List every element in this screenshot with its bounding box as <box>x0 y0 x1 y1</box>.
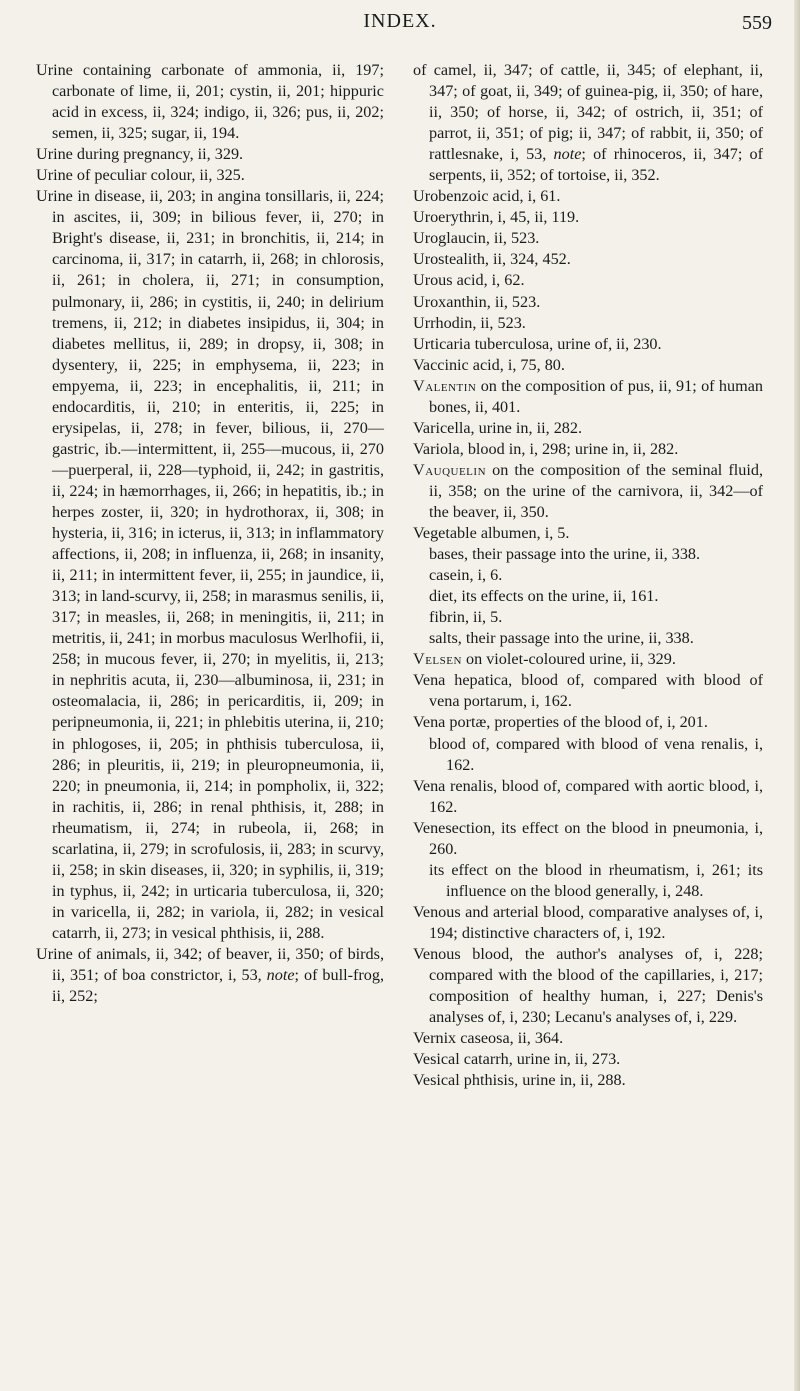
index-entry <box>413 292 763 313</box>
entry-text: Vesical phthisis, urine in, ii, 288. <box>413 1071 626 1090</box>
entry-text: Urine of animals, ii, 342; of beaver, ii, 350; of birds, ii, 351; of boa constrictor, i, 53, note; of bull-frog, ii, 252; <box>36 944 384 1006</box>
index-subentry <box>413 586 763 607</box>
index-entry <box>413 818 763 860</box>
entry-text: Uroerythrin, i, 45, ii, 119. <box>413 208 580 227</box>
index-subentry <box>413 565 763 586</box>
index-entry <box>413 1070 763 1091</box>
index-entry <box>413 1049 763 1070</box>
entry-text: bases, their passage into the urine, ii, 338. <box>429 545 701 564</box>
index-subentry <box>413 607 763 628</box>
entry-text: Urobenzoic acid, i, 61. <box>413 187 561 206</box>
index-entry <box>413 523 763 544</box>
entry-text: Variola, blood in, i, 298; urine in, ii, 282. <box>413 439 679 458</box>
index-entry <box>413 60 763 186</box>
index-entry <box>36 944 384 1007</box>
entry-text: of camel, ii, 347; of cattle, ii, 345; of elephant, ii, 347; of goat, ii, 349; of guinea-pig, ii, 350; of hare, ii, 350; of horse, ii, 342; of ostrich, ii, 351; of parrot, ii, 351; of pig; ii, 347; of rabbit, ii, 350; of rattlesnake, i, 53, note; of rhinoceros, ii, 347; of serpents, ii, 352; of tortoise, ii, 352. <box>413 61 764 185</box>
index-subentry <box>413 734 763 776</box>
author-name: Velsen <box>413 650 462 669</box>
entry-text: Urrhodin, ii, 523. <box>413 313 526 332</box>
index-entry <box>36 186 384 944</box>
entry-text: Vesical catarrh, urine in, ii, 273. <box>413 1050 621 1069</box>
entry-text: salts, their passage into the urine, ii, 338. <box>429 629 694 648</box>
entry-text: Uroglaucin, ii, 523. <box>413 229 540 248</box>
entry-text: Urine in disease, ii, 203; in angina tonsillaris, ii, 224; in ascites, ii, 309; in bilious fever, ii, 270; in Bright's disease, ii, 231; in bronchitis, ii, 214; in carcinoma, ii, 317; in catarrh, ii, 268; in chlorosis, ii, 261; in cholera, ii, 271; in consumption, pulmonary, ii, 286; in cystitis, ii, 240; in delirium tremens, ii, 212; in diabetes insipidus, ii, 304; in diabetes mellitus, ii, 289; in dropsy, ii, 308; in dysentery, ii, 225; in emphysema, ii, 223; in empyema, ii, 223; in encephalitis, ii, 211; in endocarditis, ii, 210; in enteritis, ii, 225; in erysipelas, ii, 278; in fever, bilious, ii, 270—gastric, ib.—intermittent, ii, 255—mucous, ii, 270—puerperal, ii, 228—typhoid, ii, 242; in gastritis, ii, 224; in hæmorrhages, ii, 266; in hepatitis, ib.; in herpes zoster, ii, 320; in hydrothorax, ii, 308; in hysteria, ii, 316; in icterus, ii, 313; in inflammatory affections, ii, 208; in influenza, ii, 268; in insanity, ii, 211; in intermittent fever, ii, 255; in jaundice, ii, 313; in land-scurvy, ii, 258; in marasmus senilis, ii, 317; in measles, ii, 268; in meningitis, ii, 211; in metritis, ii, 241; in morbus maculosus Werlhofii, ii, 258; in mucous fever, ii, 270; in myelitis, ii, 213; in nephritis acuta, ii, 230—albuminosa, ii, 231; in osteomalacia, ii, 286; in pericarditis, ii, 209; in peripneumonia, ii, 221; in phlebitis uterina, ii, 210; in phlogoses, ii, 205; in phthisis tuberculosa, ii, 286; in pleuritis, ii, 219; in pleuropneumonia, ii, 220; in pneumonia, ii, 214; in pompholix, ii, 322; in rachitis, ii, 286; in renal phthisis, it, 288; in rheumatism, ii, 274; in rubeola, ii, 268; in scarlatina, ii, 279; in scrofulosis, ii, 283; in scurvy, ii, 258; in skin diseases, ii, 320; in syphilis, ii, 319; in typhus, ii, 242; in urticaria tuberculosa, ii, 320; in varicella, ii, 282; in variola, ii, 282; in vesical catarrh, ii, 273; in vesical phthisis, ii, 288. <box>36 187 384 942</box>
entry-text: Urine during pregnancy, ii, 329. <box>36 145 244 164</box>
index-subentry <box>413 628 763 649</box>
index-entry <box>413 712 763 733</box>
entry-text: Vena renalis, blood of, compared with aortic blood, i, 162. <box>413 776 763 816</box>
right-column <box>413 60 763 1091</box>
entry-text: Venous blood, the author's analyses of, i, 228; compared with the blood of the capillaries, i, 217; composition of healthy human, i, 227; Denis's analyses of, i, 230; Lecanu's analyses of, i, 229. <box>413 944 763 1027</box>
left-column <box>36 60 384 1007</box>
index-entry <box>413 944 763 1028</box>
entry-text: diet, its effects on the urine, ii, 161. <box>429 587 659 606</box>
index-entry <box>413 776 763 818</box>
running-title: INDEX. <box>363 10 437 32</box>
index-entry <box>413 207 763 228</box>
index-entry <box>36 60 384 144</box>
index-entry <box>413 439 763 460</box>
index-subentry <box>413 860 763 902</box>
entry-text: on the composition of the seminal fluid, ii, 358; on the urine of the carnivora, ii, 342—of the beaver, ii, 350. <box>429 460 763 521</box>
index-entry <box>413 460 763 523</box>
entry-text: Venesection, its effect on the blood in pneumonia, i, 260. <box>413 818 763 858</box>
index-entry <box>413 670 763 712</box>
page-header <box>0 10 800 40</box>
index-entry <box>413 418 763 439</box>
page-edge <box>794 0 800 1391</box>
entry-text: Urine containing carbonate of ammonia, ii, 197; carbonate of lime, ii, 201; cystin, ii, 201; hippuric acid in excess, ii, 324; indigo, ii, 326; pus, ii, 202; semen, ii, 325; sugar, ii, 194. <box>36 61 384 143</box>
index-entry <box>413 649 763 670</box>
entry-text: fibrin, ii, 5. <box>429 608 503 627</box>
entry-text: Vena portæ, properties of the blood of, i, 201. <box>413 713 708 732</box>
index-entry <box>413 270 763 291</box>
index-entry <box>413 228 763 249</box>
author-name: Valentin <box>413 376 477 395</box>
index-entry <box>36 165 384 186</box>
entry-text: Uroxanthin, ii, 523. <box>413 292 541 311</box>
author-name: Vauquelin <box>413 460 487 479</box>
index-entry <box>413 186 763 207</box>
index-entry <box>36 144 384 165</box>
entry-text: its effect on the blood in rheumatism, i, 261; its influence on the blood generally, i, 248. <box>429 860 763 900</box>
entry-text: Urostealith, ii, 324, 452. <box>413 250 571 269</box>
index-entry <box>413 902 763 944</box>
entry-text: on violet-coloured urine, ii, 329. <box>461 650 676 669</box>
index-entry <box>413 334 763 355</box>
entry-text: Venous and arterial blood, comparative analyses of, i, 194; distinctive characters of, i, 192. <box>413 902 763 942</box>
index-entry <box>413 1028 763 1049</box>
entry-text: Varicella, urine in, ii, 282. <box>413 418 583 437</box>
index-entry <box>413 313 763 334</box>
page-number: 559 <box>742 12 772 34</box>
entry-text: Vena hepatica, blood of, compared with blood of vena portarum, i, 162. <box>413 671 763 711</box>
index-entry <box>413 249 763 270</box>
entry-text: casein, i, 6. <box>429 566 503 585</box>
index-entry <box>413 376 763 418</box>
entry-text: Vaccinic acid, i, 75, 80. <box>413 355 565 374</box>
entry-text: blood of, compared with blood of vena renalis, i, 162. <box>429 734 763 774</box>
entry-text: Urine of peculiar colour, ii, 325. <box>36 166 245 185</box>
entry-text: Vegetable albumen, i, 5. <box>413 524 570 543</box>
entry-text: on the composition of pus, ii, 91; of human bones, ii, 401. <box>429 376 763 416</box>
entry-text: Urticaria tuberculosa, urine of, ii, 230. <box>413 334 662 353</box>
entry-text: Vernix caseosa, ii, 364. <box>413 1029 564 1048</box>
index-subentry <box>413 544 763 565</box>
index-entry <box>413 355 763 376</box>
entry-text: Urous acid, i, 62. <box>413 271 525 290</box>
